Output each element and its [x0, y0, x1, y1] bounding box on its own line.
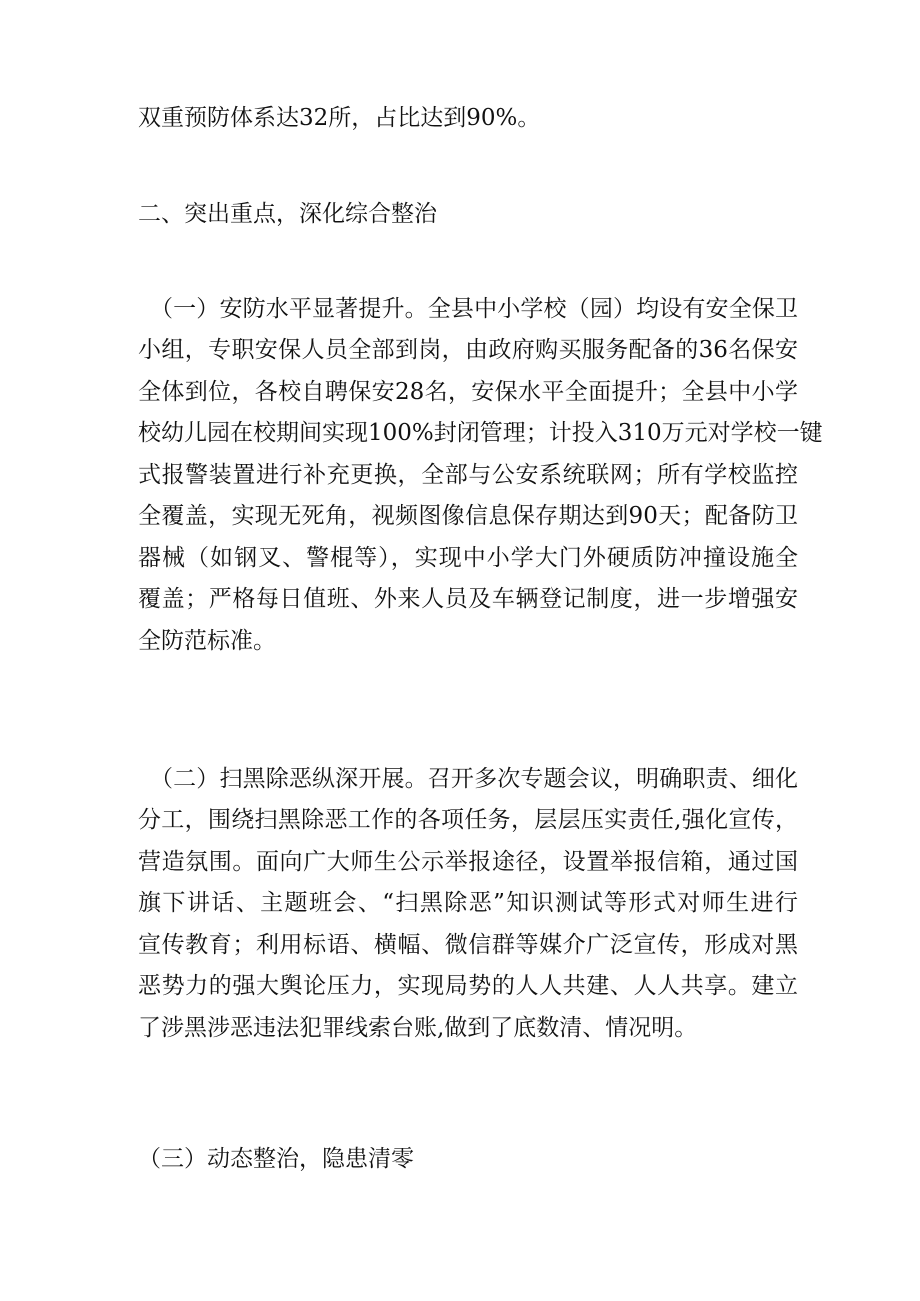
paragraph-line: （二）扫黑除恶纵深开展。召开多次专题会议，明确职责、细化 [150, 766, 798, 792]
paragraph-line: 恶势力的强大舆论压力，实现局势的人人共建、人人共享。建立 [138, 973, 798, 999]
section-two-heading: 二、突出重点，深化综合整治 [138, 201, 437, 227]
intro-tail-line: 双重预防体系达32所，占比达到90%。 [138, 105, 541, 131]
paragraph-line: 器械（如钢叉、警棍等），实现中小学大门外硬质防冲撞设施全 [138, 545, 798, 571]
paragraph-line: 式报警装置进行补充更换，全部与公安系统联网；所有学校监控 [138, 462, 798, 488]
paragraph-line: 宣传教育；利用标语、横幅、微信群等媒介广泛宣传，形成对黑 [138, 932, 798, 958]
paragraph-line: 分工，围绕扫黑除恶工作的各项任务，层层压实责任,强化宣传， [138, 807, 798, 833]
paragraph-line: 全体到位，各校自聘保安28名，安保水平全面提升；全县中小学 [138, 379, 798, 405]
paragraph-line: 全覆盖，实现无死角，视频图像信息保存期达到90天；配备防卫 [138, 503, 798, 529]
paragraph-line: 覆盖；严格每日值班、外来人员及车辆登记制度，进一步增强安 [138, 586, 798, 612]
paragraph-line: 了涉黑涉恶违法犯罪线索台账,做到了底数清、情况明。 [138, 1015, 698, 1041]
paragraph-line: 小组，专职安保人员全部到岗，由政府购买服务配备的36名保安 [138, 337, 798, 363]
paragraph-line: 营造氛围。面向广大师生公示举报途径，设置举报信箱，通过国 [138, 849, 798, 875]
paragraph-line: 旗下讲话、主题班会、“扫黑除恶”知识测试等形式对师生进行 [138, 890, 798, 916]
paragraph-line: （一）安防水平显著提升。全县中小学校（园）均设有安全保卫 [150, 296, 798, 322]
subsection-3-heading: （三）动态整治，隐患清零 [138, 1146, 414, 1172]
paragraph-line: 全防范标准。 [138, 628, 276, 654]
paragraph-line: 校幼儿园在校期间实现100%封闭管理；计投入310万元对学校一键 [138, 420, 823, 446]
